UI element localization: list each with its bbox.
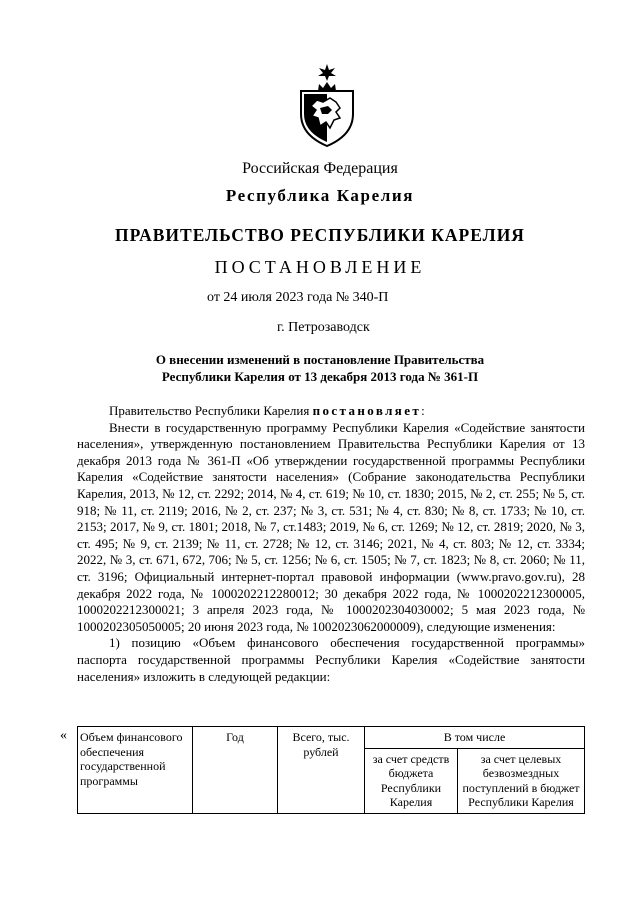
document-city: г. Петрозаводск [277, 320, 370, 335]
opening-quote: « [60, 728, 67, 743]
header-total: Всего, тыс. рублей [278, 727, 365, 814]
government-title: ПРАВИТЕЛЬСТВО РЕСПУБЛИКИ КАРЕЛИЯ [115, 225, 525, 245]
paragraph-item-1: 1) позицию «Объем финансового обеспечения государственной программы» паспорта государственной программы Республики Карелия «Содействие занятости населения» изложить в следующей редакции: [77, 635, 585, 684]
intro-prefix: Правительство Республики Карелия [109, 403, 313, 418]
header-budget-funds: за счет средств бюджета Республики Карелия [365, 748, 458, 813]
financing-table [77, 726, 585, 814]
document-type: ПОСТАНОВЛЕНИЕ [214, 257, 426, 277]
header-year: Год [193, 727, 278, 814]
coat-of-arms-emblem [296, 62, 358, 148]
country-name: Российская Федерация [242, 160, 398, 177]
intro-suffix: : [421, 403, 425, 418]
paragraph-changes: Внести в государственную программу Республики Карелия «Содействие занятости населения», утвержденную постановлением Правительства Республики Карелия от 13 декабря 2013 года № 361-П «Об утверждении государственной программы Республики Карелия «Содействие занятости населения» (Собрание законодательства Республики Карелия, 2013, № 12, ст. 2292; 2014, № 4, ст. 619; № 10, ст. 1830; 2015, № 2, ст. 255; № 5, ст. 918; № 11, ст. 2119; 2016, № 2, ст. 237; № 3, ст. 531; № 4, ст. 830; № 8, ст. 1733; № 10, ст. 2153; 2017, № 9, ст. 1801; 2018, № 7, ст.1483; 2019, № 6, ст. 1269; № 12, ст. 2819; 2020, № 3, ст. 495; № 9, ст. 2139; № 11, ст. 2728; № 12, ст. 3146; 2021, № 4, ст. 803; № 12, ст. 3334; 2022, № 3, ст. 671, 672, 706; № 5, ст. 1256; № 6, ст. 1505; № 7, ст. 1823; № 8, ст. 2060; № 11, ст. 3196; Официальный интернет-портал правовой информации (www.pravo.gov.ru), 28 декабря 2022 года, № 1000202212280012; 30 декабря 2022 года, № 1000202212300005, 1000202212300021; 3 апреля 2023 года, № 1000202304030002; 5 мая 2023 года, № 1000202305050005; 20 июня 2023 года, № 1002023062000009), следующие изменения: [77, 419, 585, 634]
header-financing: Объем финансового обеспечения государственной программы [78, 727, 193, 814]
document-date: от 24 июля 2023 года № 340-П [207, 290, 389, 305]
header-targeted-receipts: за счет целевых безвозмездных поступлений в бюджет Республики Карелия [458, 748, 585, 813]
republic-name: Республика Карелия [225, 186, 415, 205]
subject-line-2: Республики Карелия от 13 декабря 2013 года № 361-П [161, 369, 479, 384]
decree-word: постановляет [312, 403, 422, 418]
subject-line-1: О внесении изменений в постановление Правительства [155, 352, 485, 367]
document-body [77, 403, 585, 685]
intro-paragraph [77, 403, 585, 420]
header-including: В том числе [365, 727, 585, 749]
